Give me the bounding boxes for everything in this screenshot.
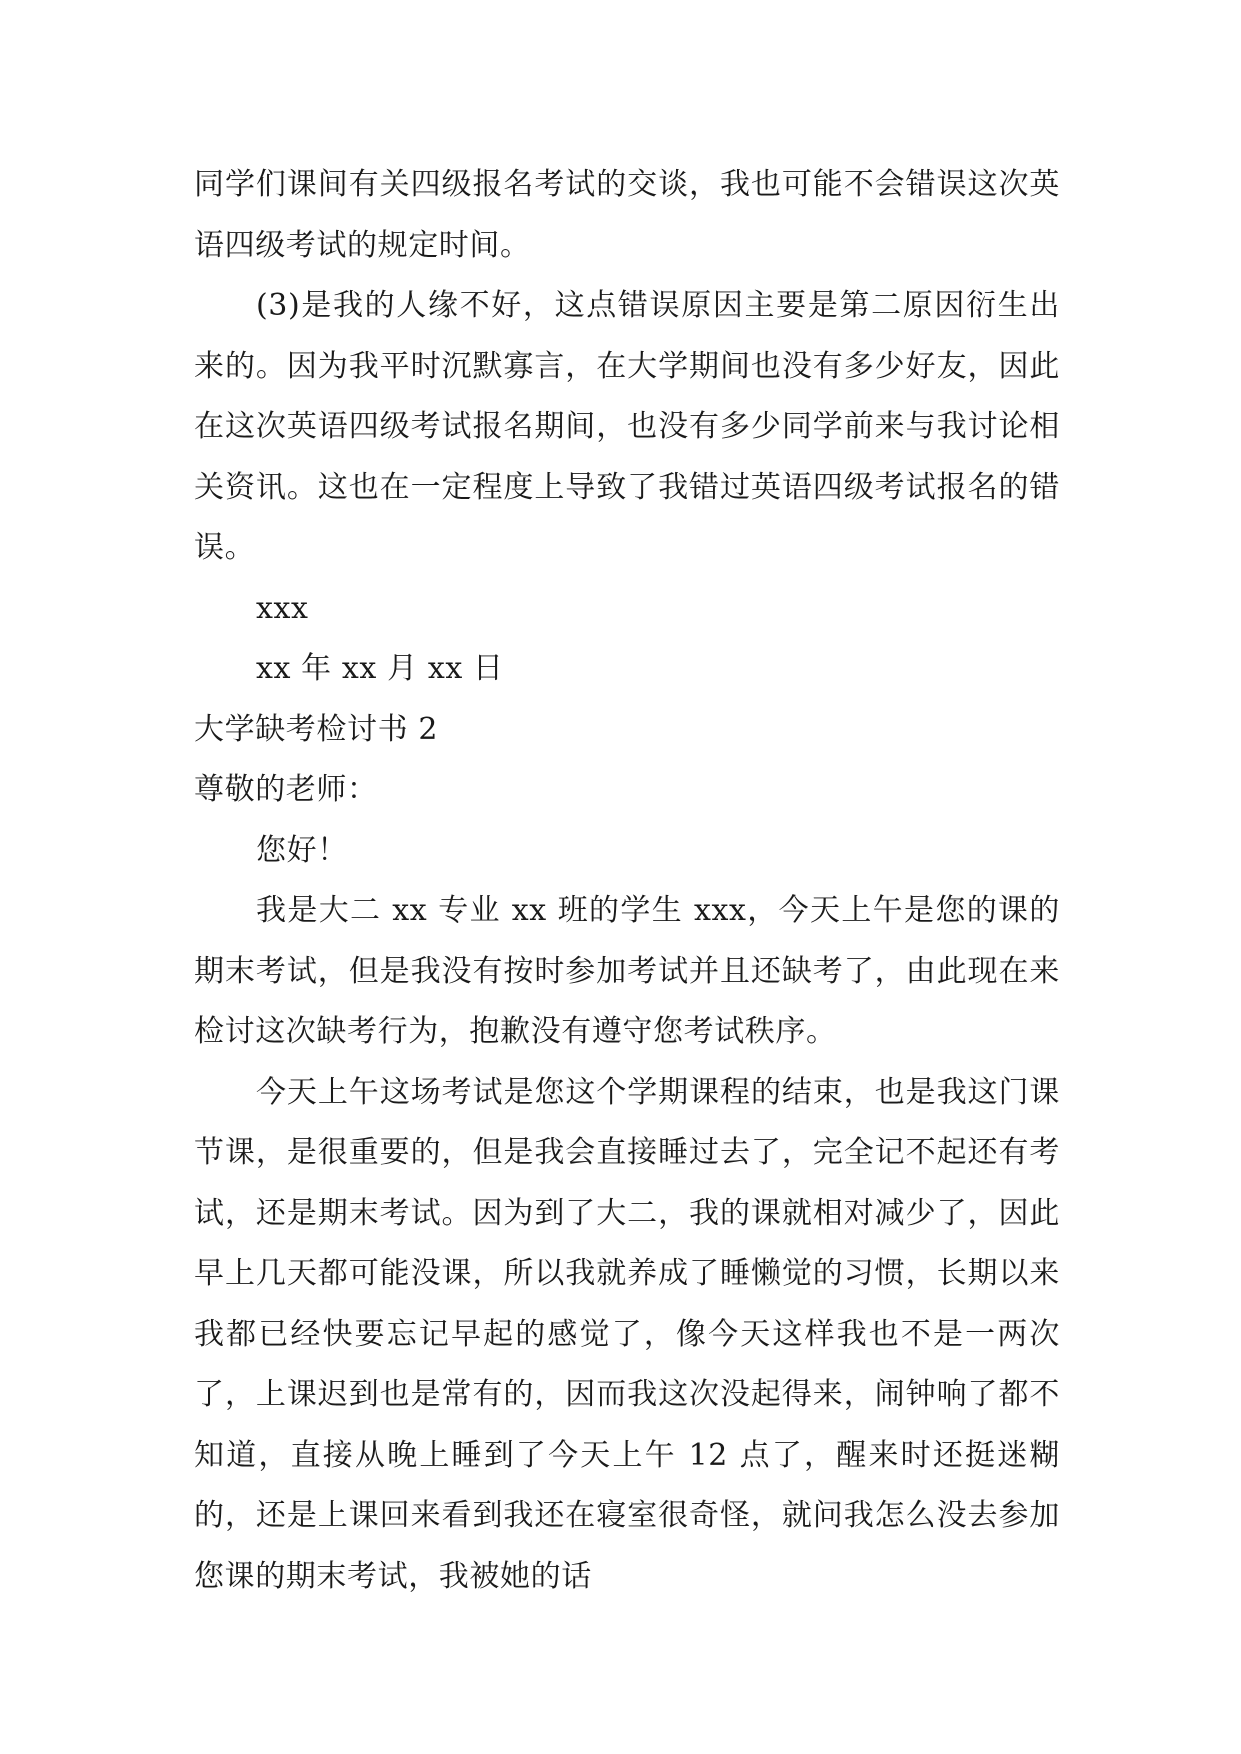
section-heading: 大学缺考检讨书 2 — [194, 711, 439, 747]
paragraph-introduction: 我是大二 xx 专业 xx 班的学生 xxx，今天上午是您的课的期末考试，但是我没有按时参加考试并且还缺考了，由此现在来检讨这次缺考行为，抱歉没有遵守您考试秩序。 — [194, 893, 1060, 1049]
document-body — [194, 155, 1060, 1607]
signature-date: xx 年 xx 月 xx 日 — [256, 651, 504, 686]
signature-name: xxx — [256, 590, 309, 626]
paragraph-continuation: 同学们课间有关四级报名考试的交谈，我也可能不会错误这次英语四级考试的规定时间。 — [194, 167, 1060, 263]
salutation: 尊敬的老师： — [194, 772, 378, 807]
paragraph-reason-3: (3)是我的人缘不好，这点错误原因主要是第二原因衍生出来的。因为我平时沉默寡言，在大学期间也没有多少好友，因此在这次英语四级考试报名期间，也没有多少同学前来与我讨论相关资讯。这也在一定程度上导致了我错过英语四级考试报名的错误。 — [194, 288, 1060, 565]
paragraph-explanation: 今天上午这场考试是您这个学期课程的结束，也是我这门课节课，是很重要的，但是我会直接睡过去了，完全记不起还有考试，还是期末考试。因为到了大二，我的课就相对减少了，因此早上几天都可能没课，所以我就养成了睡懒觉的习惯，长期以来我都已经快要忘记早起的感觉了，像今天这样我也不是一两次了，上课迟到也是常有的，因而我这次没起得来，闹钟响了都不知道，直接从晚上睡到了今天上午 12 点了，醒来时还挺迷糊的，还是上课回来看到我还在寝室很奇怪，就问我怎么没去参加您课的期末考试，我被她的话 — [194, 1074, 1060, 1594]
greeting: 您好！ — [256, 832, 348, 868]
